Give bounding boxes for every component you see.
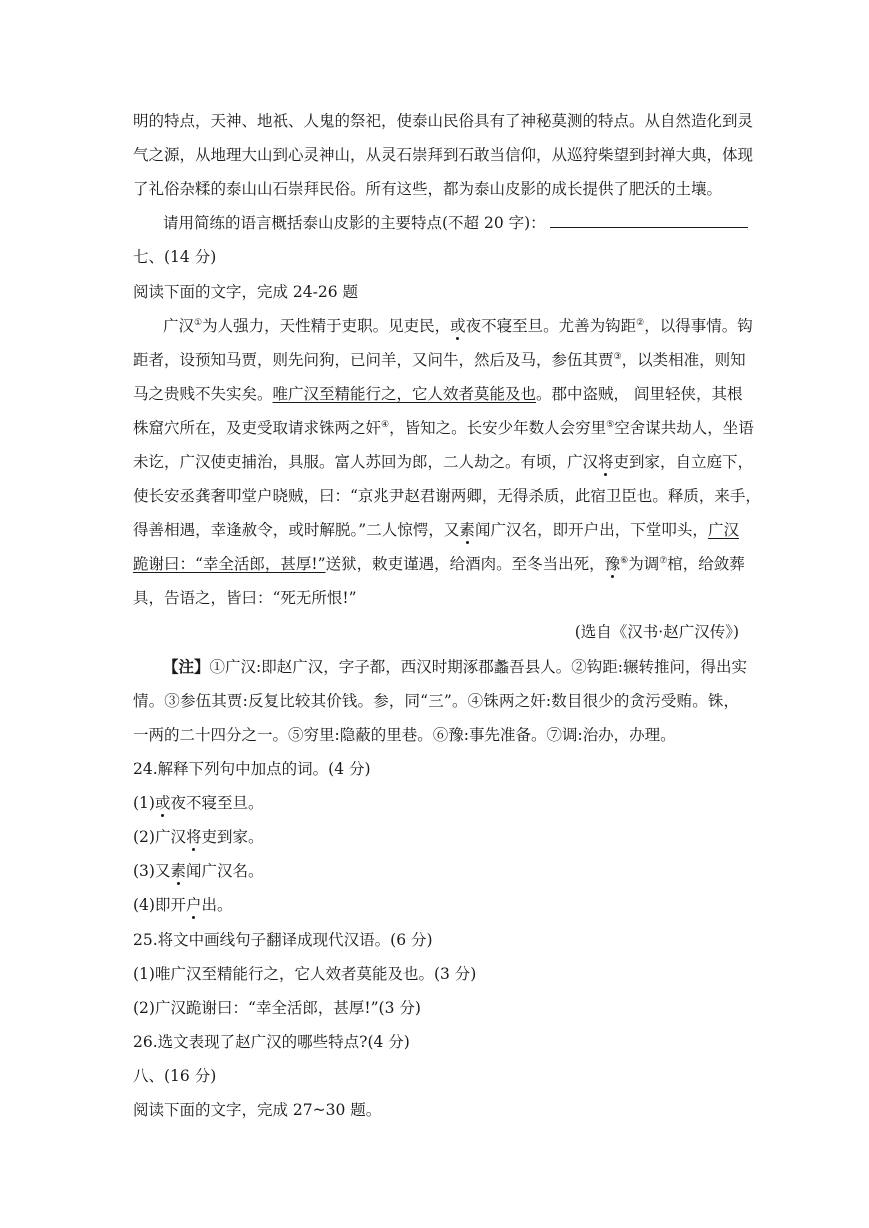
passage-line-7: 得善相遇，幸逢赦令，或时解脱。”二人惊愕，又素闻广汉名，即开户出，下堂叩头，广汉	[133, 521, 739, 539]
dotted-word: 豫	[604, 555, 621, 573]
dotted-word: 将	[598, 453, 614, 471]
dotted-word: 或	[450, 317, 466, 335]
intro-line-3: 了礼俗杂糅的泰山山石崇拜民俗。所有这些，都为泰山皮影的成长提供了肥沃的土壤。	[133, 180, 723, 198]
summary-prompt-text: 请用简练的语言概括泰山皮影的主要特点(不超 20 字)：	[163, 214, 546, 232]
dotted-word: 户	[185, 896, 202, 914]
dotted-word: 将	[185, 828, 202, 846]
q24-item-1: (1)或夜不寝至旦。	[133, 794, 264, 812]
question-24: 24.解释下列句中加点的词。(4 分)	[133, 760, 371, 778]
passage-line-9: 具，告语之，皆曰：“死无所恨!”	[133, 589, 357, 607]
dotted-word: 素	[459, 521, 475, 539]
passage-line-3: 马之贵贱不失实矣。唯广汉至精能行之，它人效者莫能及也。郡中盗贼， 闾里轻侠，其根	[133, 385, 743, 403]
note-marker: ④	[381, 419, 390, 430]
q24-item-2: (2)广汉将吏到家。	[133, 828, 264, 846]
passage-line-2: 距者，设预知马贾，则先问狗，已问羊，又问牛，然后及马，参伍其贾③，以类相准，则知	[133, 351, 746, 369]
question-26: 26.选文表现了赵广汉的哪些特点?(4 分)	[133, 1033, 410, 1051]
underlined-sentence-2a: 广汉	[707, 521, 739, 539]
section-8-heading: 八、(16 分)	[133, 1067, 217, 1085]
passage-line-1: 广汉①为人强力，天性精于吏职。见吏民，或夜不寝至旦。尤善为钩距②，以得事情。钩	[163, 317, 753, 335]
section-8-instruction: 阅读下面的文字，完成 27~30 题。	[133, 1101, 382, 1119]
q25-item-2: (2)广汉跪谢曰：“幸全活郎，甚厚!”(3 分)	[133, 999, 421, 1017]
notes-line-2: 情。③参伍其贾:反复比较其价钱。参，同“三”。④铢两之奸:数目很少的贪污受贿。铢，	[133, 692, 739, 710]
dotted-word: 素	[170, 862, 186, 880]
dotted-word: 或	[154, 794, 171, 812]
note-marker: ⑤	[606, 419, 615, 430]
question-25: 25.将文中画线句子翻译成现代汉语。(6 分)	[133, 931, 433, 949]
underlined-sentence-1: 唯广汉至精能行之，它人效者莫能及也	[272, 385, 537, 403]
passage-line-6: 使长安丞龚奢叩堂户晓贼，曰：“京兆尹赵君谢两卿，无得杀质，此宿卫臣也。释质，来手，	[133, 487, 761, 505]
note-marker: ③	[613, 351, 622, 362]
note-marker: ⑦	[659, 555, 668, 566]
note-marker: ②	[636, 317, 645, 328]
q25-item-1: (1)唯广汉至精能行之，它人效者莫能及也。(3 分)	[133, 965, 477, 983]
passage-source: (选自《汉书·赵广汉传》)	[574, 623, 739, 641]
answer-blank[interactable]	[550, 213, 748, 228]
notes-line-1: 【注】①广汉:即赵广汉，字子都，西汉时期涿郡蠡吾县人。②钩距:辗转推问，得出实	[163, 657, 747, 676]
section-7-heading: 七、(14 分)	[133, 248, 217, 266]
note-marker: ⑥	[620, 555, 629, 566]
passage-line-4: 株窟穴所在，及吏受取请求铢两之奸④，皆知之。长安少年数人会穷里⑤空舍谋共劫人，坐语	[133, 419, 754, 437]
q24-item-3: (3)又素闻广汉名。	[133, 862, 264, 880]
intro-line-2: 气之源，从地理大山到心灵神山，从灵石崇拜到石敢当信仰，从巡狩柴望到封禅大典，体现	[133, 146, 754, 164]
passage-line-8: 跪谢曰：“幸全活郎，甚厚!”送狱，敕吏谨遇，给酒肉。至冬当出死，豫⑥为调⑦棺，给敛葬	[133, 555, 745, 573]
section-7-instruction: 阅读下面的文字，完成 24-26 题	[133, 283, 359, 301]
notes-label: 【注】	[163, 657, 210, 676]
summary-prompt	[163, 212, 739, 234]
passage-line-5: 未讫，广汉使吏捕治，具服。富人苏回为郎，二人劫之。有顷，广汉将吏到家，自立庭下，	[133, 453, 754, 471]
note-marker: ①	[194, 317, 203, 328]
underlined-sentence-2b: 跪谢曰：“幸全活郎，甚厚!”	[133, 555, 326, 573]
intro-line-1: 明的特点，天神、地祇、人鬼的祭祀，使泰山民俗具有了神秘莫测的特点。从自然造化到灵	[133, 112, 754, 130]
notes-line-3: 一两的二十四分之一。⑤穷里:隐蔽的里巷。⑥豫:事先准备。⑦调:治办，办理。	[133, 726, 676, 744]
q24-item-4: (4)即开户出。	[133, 896, 233, 914]
